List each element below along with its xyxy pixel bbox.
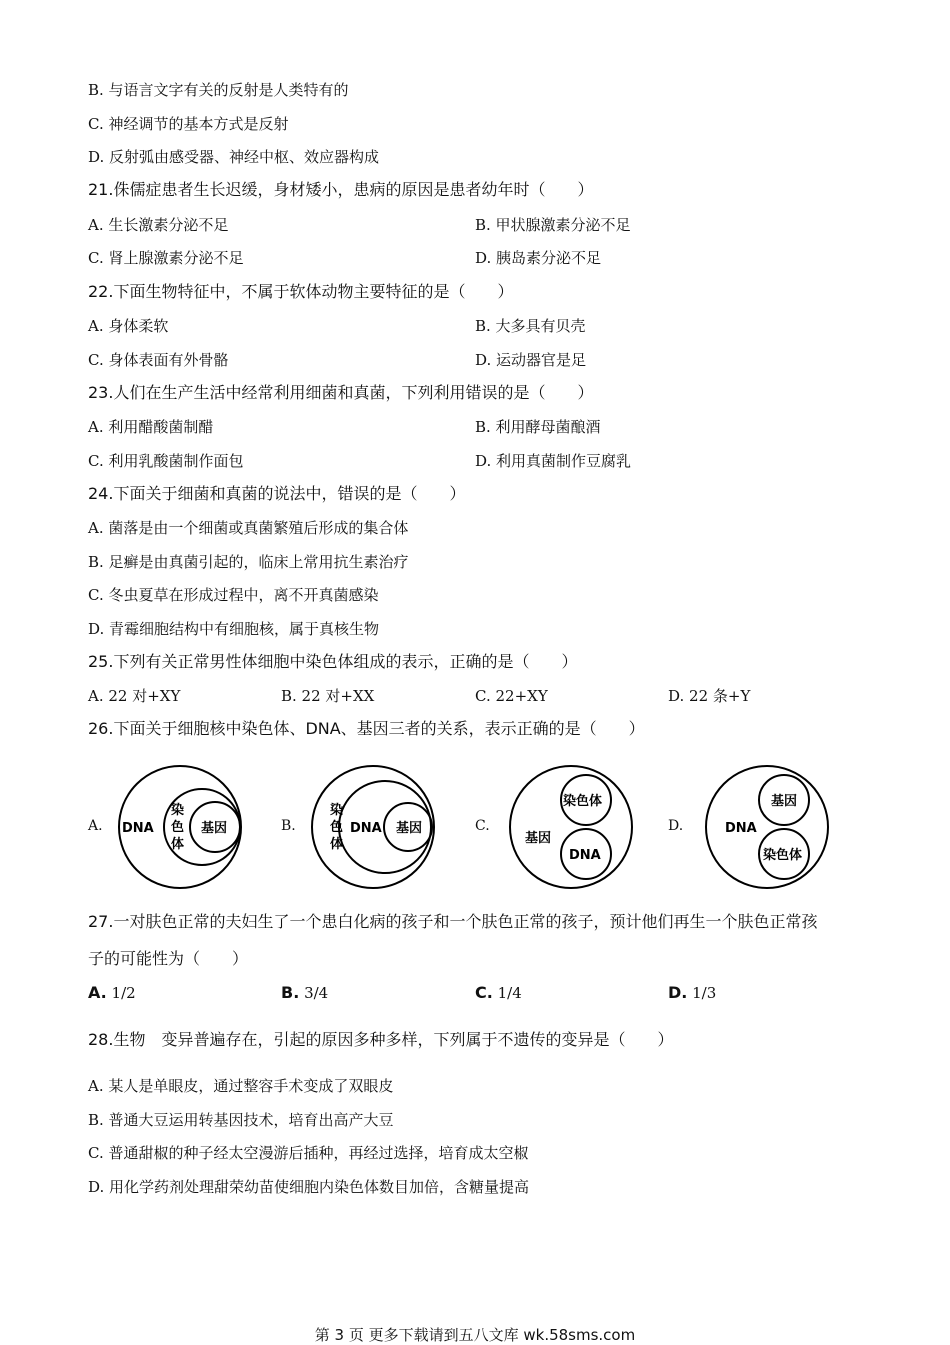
- dna-text: DNA: [350, 821, 382, 836]
- q28-option-c: C. 普通甜椒的种子经太空漫游后插种，再经过选择，培育成太空椒: [88, 1144, 529, 1162]
- q22-option-d: D. 运动器官是足: [475, 351, 587, 369]
- chrom-text-3: 体: [330, 837, 344, 852]
- q24-option-c: C. 冬虫夏草在形成过程中，离不开真菌感染: [88, 586, 379, 604]
- q27-option-d-letter: D.: [668, 983, 688, 1002]
- q21-option-d: D. 胰岛素分泌不足: [475, 249, 602, 267]
- chrom-text: 染色体: [563, 794, 603, 809]
- dna-text: DNA: [725, 821, 757, 836]
- q28-option-d: D. 用化学药剂处理甜荣幼苗使细胞内染色体数目加倍，含糖量提高: [88, 1178, 530, 1196]
- q23-option-b: B. 利用酵母菌酿酒: [475, 418, 601, 436]
- q27-option-d: [668, 983, 716, 1003]
- q26-label-b: B.: [281, 818, 296, 834]
- chrom-text-2: 色: [330, 820, 344, 835]
- q23-option-a: A. 利用醋酸菌制醋: [88, 418, 214, 436]
- q21-option-a: A. 生长激素分泌不足: [88, 216, 229, 234]
- q20-option-b: B. 与语言文字有关的反射是人类特有的: [88, 81, 349, 99]
- dna-text: DNA: [569, 848, 601, 863]
- chrom-text-1: 染: [330, 803, 344, 818]
- q24-stem: 24.下面关于细菌和真菌的说法中，错误的是（ ）: [88, 484, 466, 503]
- q25-option-c: C. 22+XY: [475, 687, 548, 705]
- chrom-text-3: 体: [171, 837, 185, 852]
- gene-text: 基因: [525, 831, 552, 846]
- gene-text: 基因: [771, 794, 798, 809]
- chrom-text: 染色体: [763, 848, 803, 863]
- q26-diagram-c: [507, 765, 635, 889]
- q26-label-c: C.: [475, 818, 490, 834]
- q21-option-b: B. 甲状腺激素分泌不足: [475, 216, 631, 234]
- q27-option-b-letter: B.: [281, 983, 300, 1002]
- q23-stem: 23.人们在生产生活中经常利用细菌和真菌，下列利用错误的是（ ）: [88, 383, 594, 402]
- chrom-text-2: 色: [171, 820, 185, 835]
- q27-stem-line2: 子的可能性为（ ）: [88, 949, 249, 968]
- q22-option-b: B. 大多具有贝壳: [475, 317, 586, 335]
- dna-text: DNA: [122, 821, 154, 836]
- q20-option-d: D. 反射弧由感受器、神经中枢、效应器构成: [88, 148, 380, 166]
- q26-diagram-d: [703, 765, 833, 889]
- q22-stem: 22.下面生物特征中，不属于软体动物主要特征的是（ ）: [88, 282, 514, 301]
- q27-option-c-value: 1/4: [497, 984, 522, 1002]
- q23-option-d: D. 利用真菌制作豆腐乳: [475, 452, 632, 470]
- q22-option-a: A. 身体柔软: [88, 317, 169, 335]
- page-footer: 第 3 页 更多下载请到五八文库 wk.58sms.com: [314, 1326, 636, 1344]
- q24-option-d: D. 青霉细胞结构中有细胞核，属于真核生物: [88, 620, 380, 638]
- q20-option-c: C. 神经调节的基本方式是反射: [88, 115, 289, 133]
- q27-option-a: [88, 983, 136, 1003]
- q27-option-b: [281, 983, 328, 1003]
- q22-option-c: C. 身体表面有外骨骼: [88, 351, 229, 369]
- q28-stem: 28.生物 变异普遍存在，引起的原因多种多样，下列属于不遗传的变异是（ ）: [88, 1030, 674, 1049]
- q25-option-a: A. 22 对+XY: [88, 687, 181, 705]
- q24-option-b: B. 足癣是由真菌引起的，临床上常用抗生素治疗: [88, 553, 409, 571]
- q25-option-d: D. 22 条+Y: [668, 687, 751, 705]
- q27-stem-line1: 27.一对肤色正常的夫妇生了一个患白化病的孩子和一个肤色正常的孩子，预计他们再生一个肤色正常孩: [88, 912, 818, 931]
- q27-option-a-value: 1/2: [111, 984, 136, 1002]
- q27-option-d-value: 1/3: [692, 984, 717, 1002]
- q25-option-b: B. 22 对+XX: [281, 687, 375, 705]
- q27-option-c: [475, 983, 522, 1003]
- q21-stem: 21.侏儒症患者生长迟缓，身材矮小，患病的原因是患者幼年时（ ）: [88, 180, 594, 199]
- q27-option-b-value: 3/4: [304, 984, 329, 1002]
- q28-option-b: B. 普通大豆运用转基因技术，培育出高产大豆: [88, 1111, 394, 1129]
- q26-label-a: A.: [88, 818, 103, 834]
- q27-option-a-letter: A.: [88, 983, 107, 1002]
- q26-label-d: D.: [668, 818, 684, 834]
- gene-text: 基因: [396, 821, 423, 836]
- q24-option-a: A. 菌落是由一个细菌或真菌繁殖后形成的集合体: [88, 519, 409, 537]
- chrom-text-1: 染: [171, 803, 185, 818]
- q25-stem: 25.下列有关正常男性体细胞中染色体组成的表示，正确的是（ ）: [88, 652, 578, 671]
- q21-option-c: C. 肾上腺激素分泌不足: [88, 249, 244, 267]
- q27-option-c-letter: C.: [475, 983, 493, 1002]
- q28-option-a: A. 某人是单眼皮，通过整容手术变成了双眼皮: [88, 1077, 394, 1095]
- q26-diagram-a: [112, 765, 248, 889]
- q26-stem: 26.下面关于细胞核中染色体、DNA、基因三者的关系，表示正确的是（ ）: [88, 719, 645, 738]
- gene-text: 基因: [201, 821, 228, 836]
- q23-option-c: C. 利用乳酸菌制作面包: [88, 452, 244, 470]
- q26-diagram-b: [305, 765, 441, 889]
